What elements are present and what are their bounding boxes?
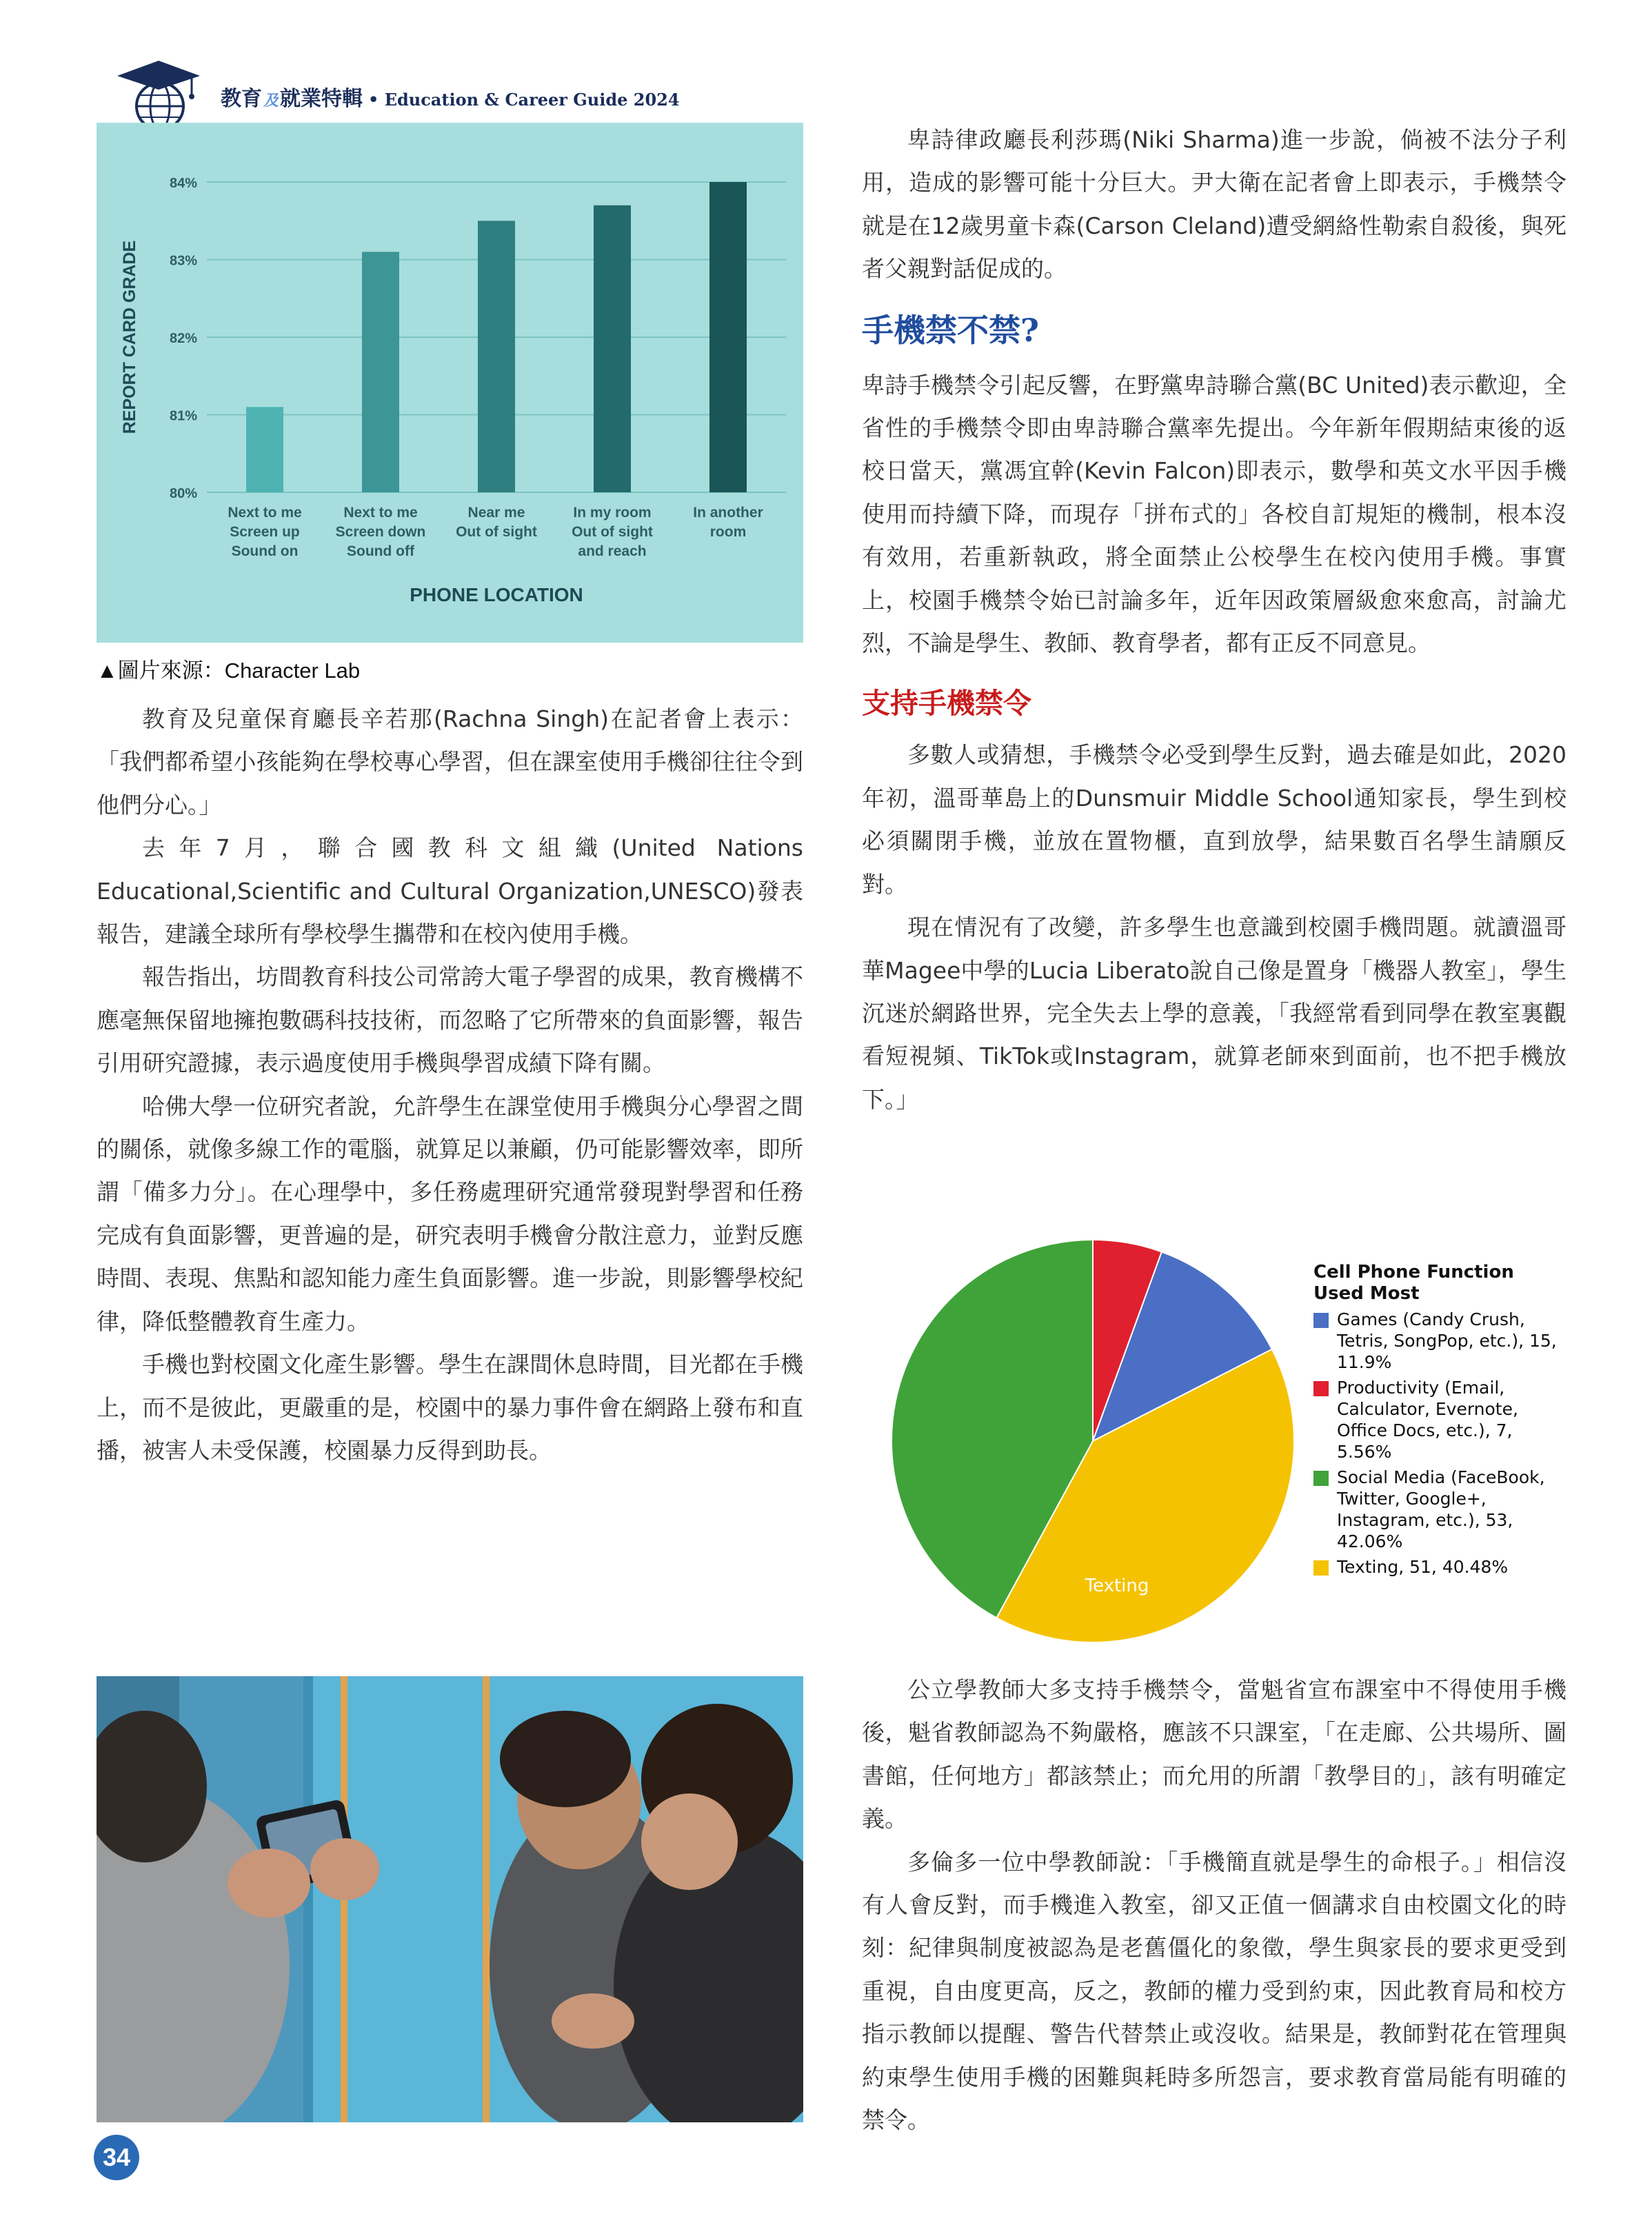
x-tick-label: Next to me (343, 505, 418, 521)
left-paragraph: 手機也對校園文化產生影響。學生在課間休息時間，目光都在手機上，而不是彼此，更嚴重的是，校園中的暴力事件會在網路上發布和直播，被害人未受保護，校園暴力反得到助長。 (97, 1351, 803, 1464)
pie-slice-label: Texting (1085, 1576, 1149, 1596)
pie-legend-item (1313, 1377, 1562, 1462)
legend-label: Games (Candy Crush, Tetris, SongPop, etc.), 15, 11.9% (1337, 1309, 1557, 1372)
pie-legend (1313, 1262, 1562, 1578)
bar (478, 221, 515, 492)
bar (362, 252, 399, 492)
x-tick-label: Out of sight (572, 524, 653, 540)
left-paragraph: 教育及兒童保育廳長辛若那(Rachna Singh)在記者會上表示：「我們都希望小孩能夠在學校專心學習，但在課室使用手機卻往往令到他們分心。」 (97, 705, 803, 818)
left-paragraph: 去年7月，聯合國教科文組織(United Nations Educational,Scientific and Cultural Organization,UNESCO)發表報告，建議全球所有學校學生攜帶和在校內使用手機。 (97, 834, 803, 948)
bar (246, 407, 283, 492)
right-paragraph: 多倫多一位中學教師說：「手機簡直就是學生的命根子。」相信沒有人會反對，而手機進入教室，卻又正值一個講求自由校園文化的時刻：紀律與制度被認為是老舊僵化的象徵，學生與家長的要求更受到重視，自由度更高，反之，教師的權力受到約束，因此教育局和校方指示教師以提醒、警告代替禁止或沒收。結果是，教師對花在管理與約束學生使用手機的困難與耗時多所怨言，要求教育當局能有明確的禁令。 (862, 1848, 1567, 2134)
school-bullying-photo (97, 1676, 803, 2122)
x-tick-label: Screen down (335, 524, 426, 540)
x-tick-label: Sound on (231, 543, 299, 559)
bar-chart-caption: ▲圖片來源：Character Lab (97, 658, 361, 683)
x-tick-label: Sound off (347, 543, 414, 559)
x-tick-label: room (709, 524, 747, 540)
pie-legend-item (1313, 1467, 1562, 1552)
y-tick-label: 83% (169, 253, 197, 269)
y-axis-label: REPORT CARD GRADE (120, 240, 139, 434)
pie-chart-svg (862, 1234, 1303, 1655)
x-axis-label: PHONE LOCATION (410, 584, 583, 605)
y-tick-label: 80% (169, 486, 197, 501)
photo-illustration (97, 1676, 803, 2122)
cell-phone-pie-chart (862, 1234, 1567, 1655)
header-title-a: 教育 (221, 87, 262, 111)
header-title-b: 就業特輯 (280, 87, 363, 111)
legend-label: Productivity (Email, Calculator, Evernote, Office Docs, etc.), 7, 5.56% (1337, 1378, 1518, 1462)
header-title (221, 81, 680, 112)
section-heading: 手機禁不禁? (862, 311, 1039, 349)
x-tick-label: Screen up (230, 524, 300, 540)
right-column-bottom (862, 1669, 1567, 2142)
subsection-heading: 支持手機禁令 (862, 687, 1031, 721)
header-title-english: • Education & Career Guide 2024 (368, 90, 680, 110)
x-tick-label: Near me (467, 505, 525, 521)
right-paragraph: 卑詩律政廳長利莎瑪(Niki Sharma)進一步說，倘被不法分子利用，造成的影響可能十分巨大。尹大衛在記者會上即表示，手機禁令就是在12歲男童卡森(Carson Cleland)遭受網絡性勒索自殺後，與死者父親對話促成的。 (862, 126, 1567, 283)
right-paragraph: 卑詩手機禁令引起反響，在野黨卑詩聯合黨(BC United)表示歡迎，全省性的手機禁令即由卑詩聯合黨率先提出。今年新年假期結束後的返校日當天，黨馮宜幹(Kevin Falcon)即表示，數學和英文水平因手機使用而持續下降，而現存「拼布式的」各校自訂規矩的機制，根本沒有效用，若重新執政，將全面禁止公校學生在校內使用手機。事實上，校園手機禁令始已討論多年，近年因政策層級愈來愈高，討論尤烈，不論是學生、教師、教育學者，都有正反不同意見。 (862, 371, 1567, 657)
x-tick-label: In my room (573, 505, 652, 521)
left-paragraph: 報告指出，坊間教育科技公司常誇大電子學習的成果，教育機構不應毫無保留地擁抱數碼科技技術，而忽略了它所帶來的負面影響，報告引用研究證據，表示過度使用手機與學習成績下降有關。 (97, 963, 803, 1077)
x-tick-label: Out of sight (456, 524, 537, 540)
left-paragraph: 哈佛大學一位研究者說，允許學生在課堂使用手機與分心學習之間的關係，就像多線工作的電腦，就算足以兼顧，仍可能影響效率，即所謂「備多力分」。在心理學中，多任務處理研究通常發現對學習和任務完成有負面影響，更普遍的是，研究表明手機會分散注意力，並對反應時間、表現、焦點和認知能力產生負面影響。進一步說，則影響學校紀律，降低整體教育生產力。 (97, 1092, 803, 1335)
page-number: 34 (94, 2135, 139, 2180)
header-title-sep: 及 (263, 92, 279, 110)
legend-swatch (1313, 1471, 1329, 1486)
right-paragraph: 公立學教師大多支持手機禁令，當魁省宣布課室中不得使用手機後，魁省教師認為不夠嚴格，應該不只課室，「在走廊、公共場所、圖書館，任何地方」都該禁止；而允用的所謂「教學目的」，該有明確定義。 (862, 1676, 1567, 1833)
legend-swatch (1313, 1381, 1329, 1396)
bar (594, 205, 631, 492)
left-column-text (97, 698, 803, 1472)
bar-chart-svg (97, 123, 803, 643)
x-tick-label: In another (693, 505, 763, 521)
legend-swatch (1313, 1313, 1329, 1328)
right-column-top (862, 119, 1567, 1121)
pie-legend-item (1313, 1309, 1562, 1373)
right-paragraph: 現在情況有了改變，許多學生也意識到校園手機問題。就讀溫哥華Magee中學的Lucia Liberato說自己像是置身「機器人教室」，學生沉迷於網路世界，完全失去上學的意義，「我經常看到同學在教室裏觀看短視頻、TikTok或Instagram，就算老師來到面前，也不把手機放下。」 (862, 914, 1567, 1113)
legend-swatch (1313, 1560, 1329, 1576)
pie-legend-title: Cell Phone Function Used Most (1313, 1262, 1514, 1304)
y-tick-label: 84% (169, 176, 197, 191)
report-card-bar-chart (97, 123, 803, 643)
bar (709, 182, 747, 492)
legend-label: Texting, 51, 40.48% (1337, 1557, 1509, 1577)
y-tick-label: 82% (169, 331, 197, 346)
pie-legend-item (1313, 1556, 1562, 1578)
y-tick-label: 81% (169, 408, 197, 424)
x-tick-label: and reach (578, 543, 647, 559)
legend-label: Social Media (FaceBook, Twitter, Google+, Instagram, etc.), 53, 42.06% (1337, 1467, 1545, 1551)
right-paragraph: 多數人或猜想，手機禁令必受到學生反對，過去確是如此，2020年初，溫哥華島上的Dunsmuir Middle School通知家長，學生到校必須關閉手機，並放在置物櫃，直到放學，結果數百名學生請願反對。 (862, 741, 1567, 898)
x-tick-label: Next to me (228, 505, 302, 521)
